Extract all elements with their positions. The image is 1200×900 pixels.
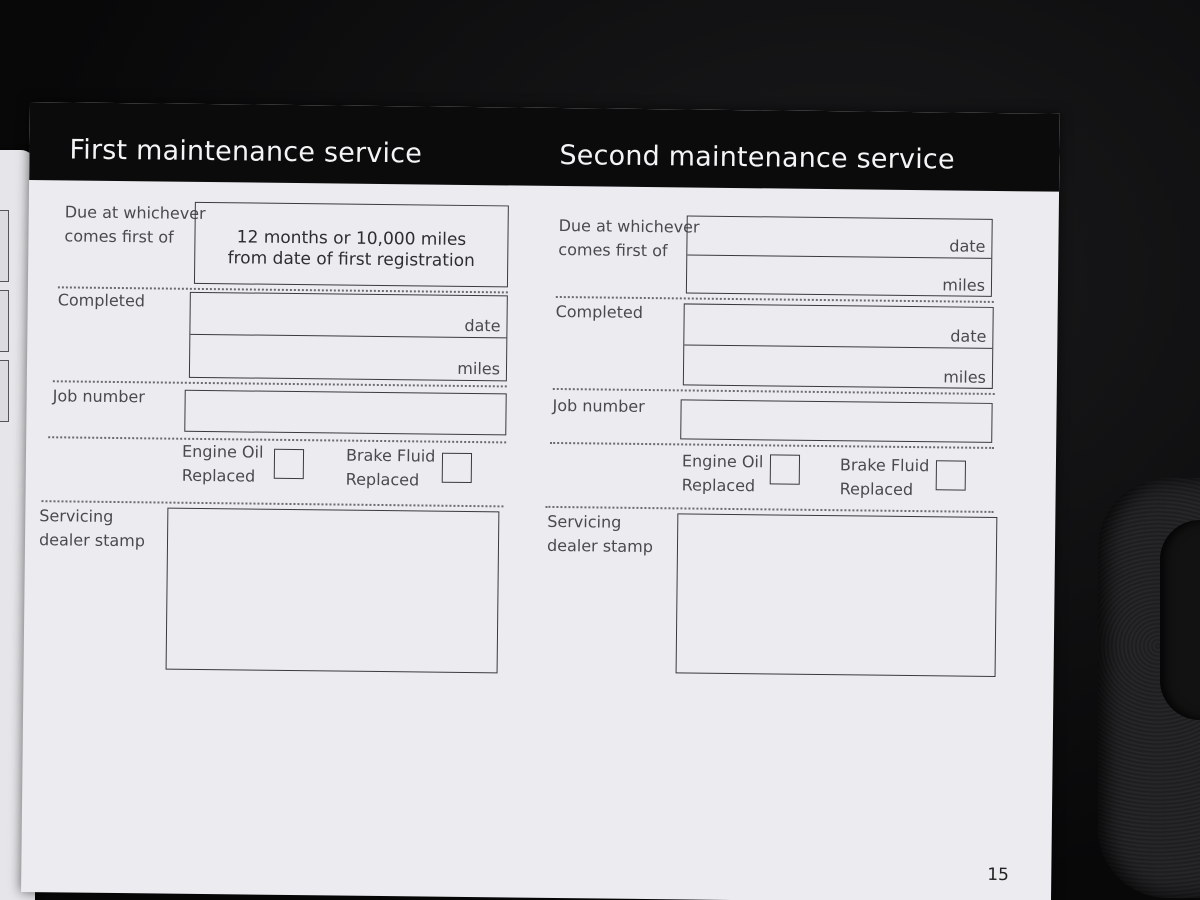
page-number: 15	[987, 864, 1010, 886]
second-job-label: Job number	[552, 395, 645, 416]
second-due-date-field[interactable]	[687, 216, 991, 257]
second-stamp-label: Servicing dealer stamp	[546, 511, 654, 557]
second-oil-checkbox[interactable]	[770, 454, 800, 484]
first-oil-checkbox[interactable]	[274, 449, 304, 479]
second-due-miles-label: miles	[942, 275, 986, 295]
second-completed-miles-field[interactable]	[684, 345, 992, 388]
first-stamp-box[interactable]	[166, 508, 500, 674]
second-completed-miles-label: miles	[943, 367, 987, 387]
second-stamp-box[interactable]	[676, 513, 998, 677]
first-completed-date-label: date	[464, 315, 501, 336]
first-oil-label: Engine Oil Replaced	[181, 441, 264, 486]
first-due-value: 12 months or 10,000 miles from date of first registration	[227, 227, 475, 272]
left-page-tab	[0, 290, 9, 352]
first-stamp-label: Servicing dealer stamp	[38, 506, 146, 551]
header-bar	[29, 102, 1060, 192]
first-completed-date-field[interactable]	[190, 293, 506, 338]
second-section-title: Second maintenance service	[559, 140, 955, 176]
first-section-title: First maintenance service	[69, 134, 423, 170]
first-completed-label: Completed	[57, 290, 146, 311]
divider	[48, 436, 506, 443]
divider	[550, 442, 994, 449]
left-page-tab	[0, 210, 9, 282]
first-brake-checkbox[interactable]	[442, 453, 472, 483]
second-oil-label: Engine Oil Replaced	[681, 451, 764, 496]
first-job-label: Job number	[52, 386, 145, 407]
first-completed-box	[189, 292, 508, 382]
first-job-number-field[interactable]	[184, 390, 506, 436]
console-slot	[1160, 520, 1200, 720]
second-completed-date-field[interactable]	[684, 304, 992, 347]
first-due-box	[194, 202, 509, 288]
first-brake-label: Brake Fluid Replaced	[345, 445, 436, 490]
first-due-label: Due at whichever comes first of	[64, 202, 206, 247]
second-due-box	[686, 215, 993, 296]
second-due-date-label: date	[949, 236, 986, 256]
second-completed-box	[683, 303, 994, 389]
left-page-tab	[0, 360, 9, 422]
second-due-label: Due at whichever comes first of	[558, 216, 700, 261]
second-completed-label: Completed	[555, 301, 644, 322]
second-brake-label: Brake Fluid Replaced	[839, 455, 930, 500]
second-job-number-field[interactable]	[680, 399, 992, 443]
service-record-page	[21, 102, 1060, 900]
second-brake-checkbox[interactable]	[936, 460, 966, 490]
second-due-miles-field[interactable]	[687, 255, 991, 296]
first-completed-miles-label: miles	[457, 358, 501, 379]
first-completed-miles-field[interactable]	[190, 335, 506, 381]
second-completed-date-label: date	[950, 326, 987, 346]
